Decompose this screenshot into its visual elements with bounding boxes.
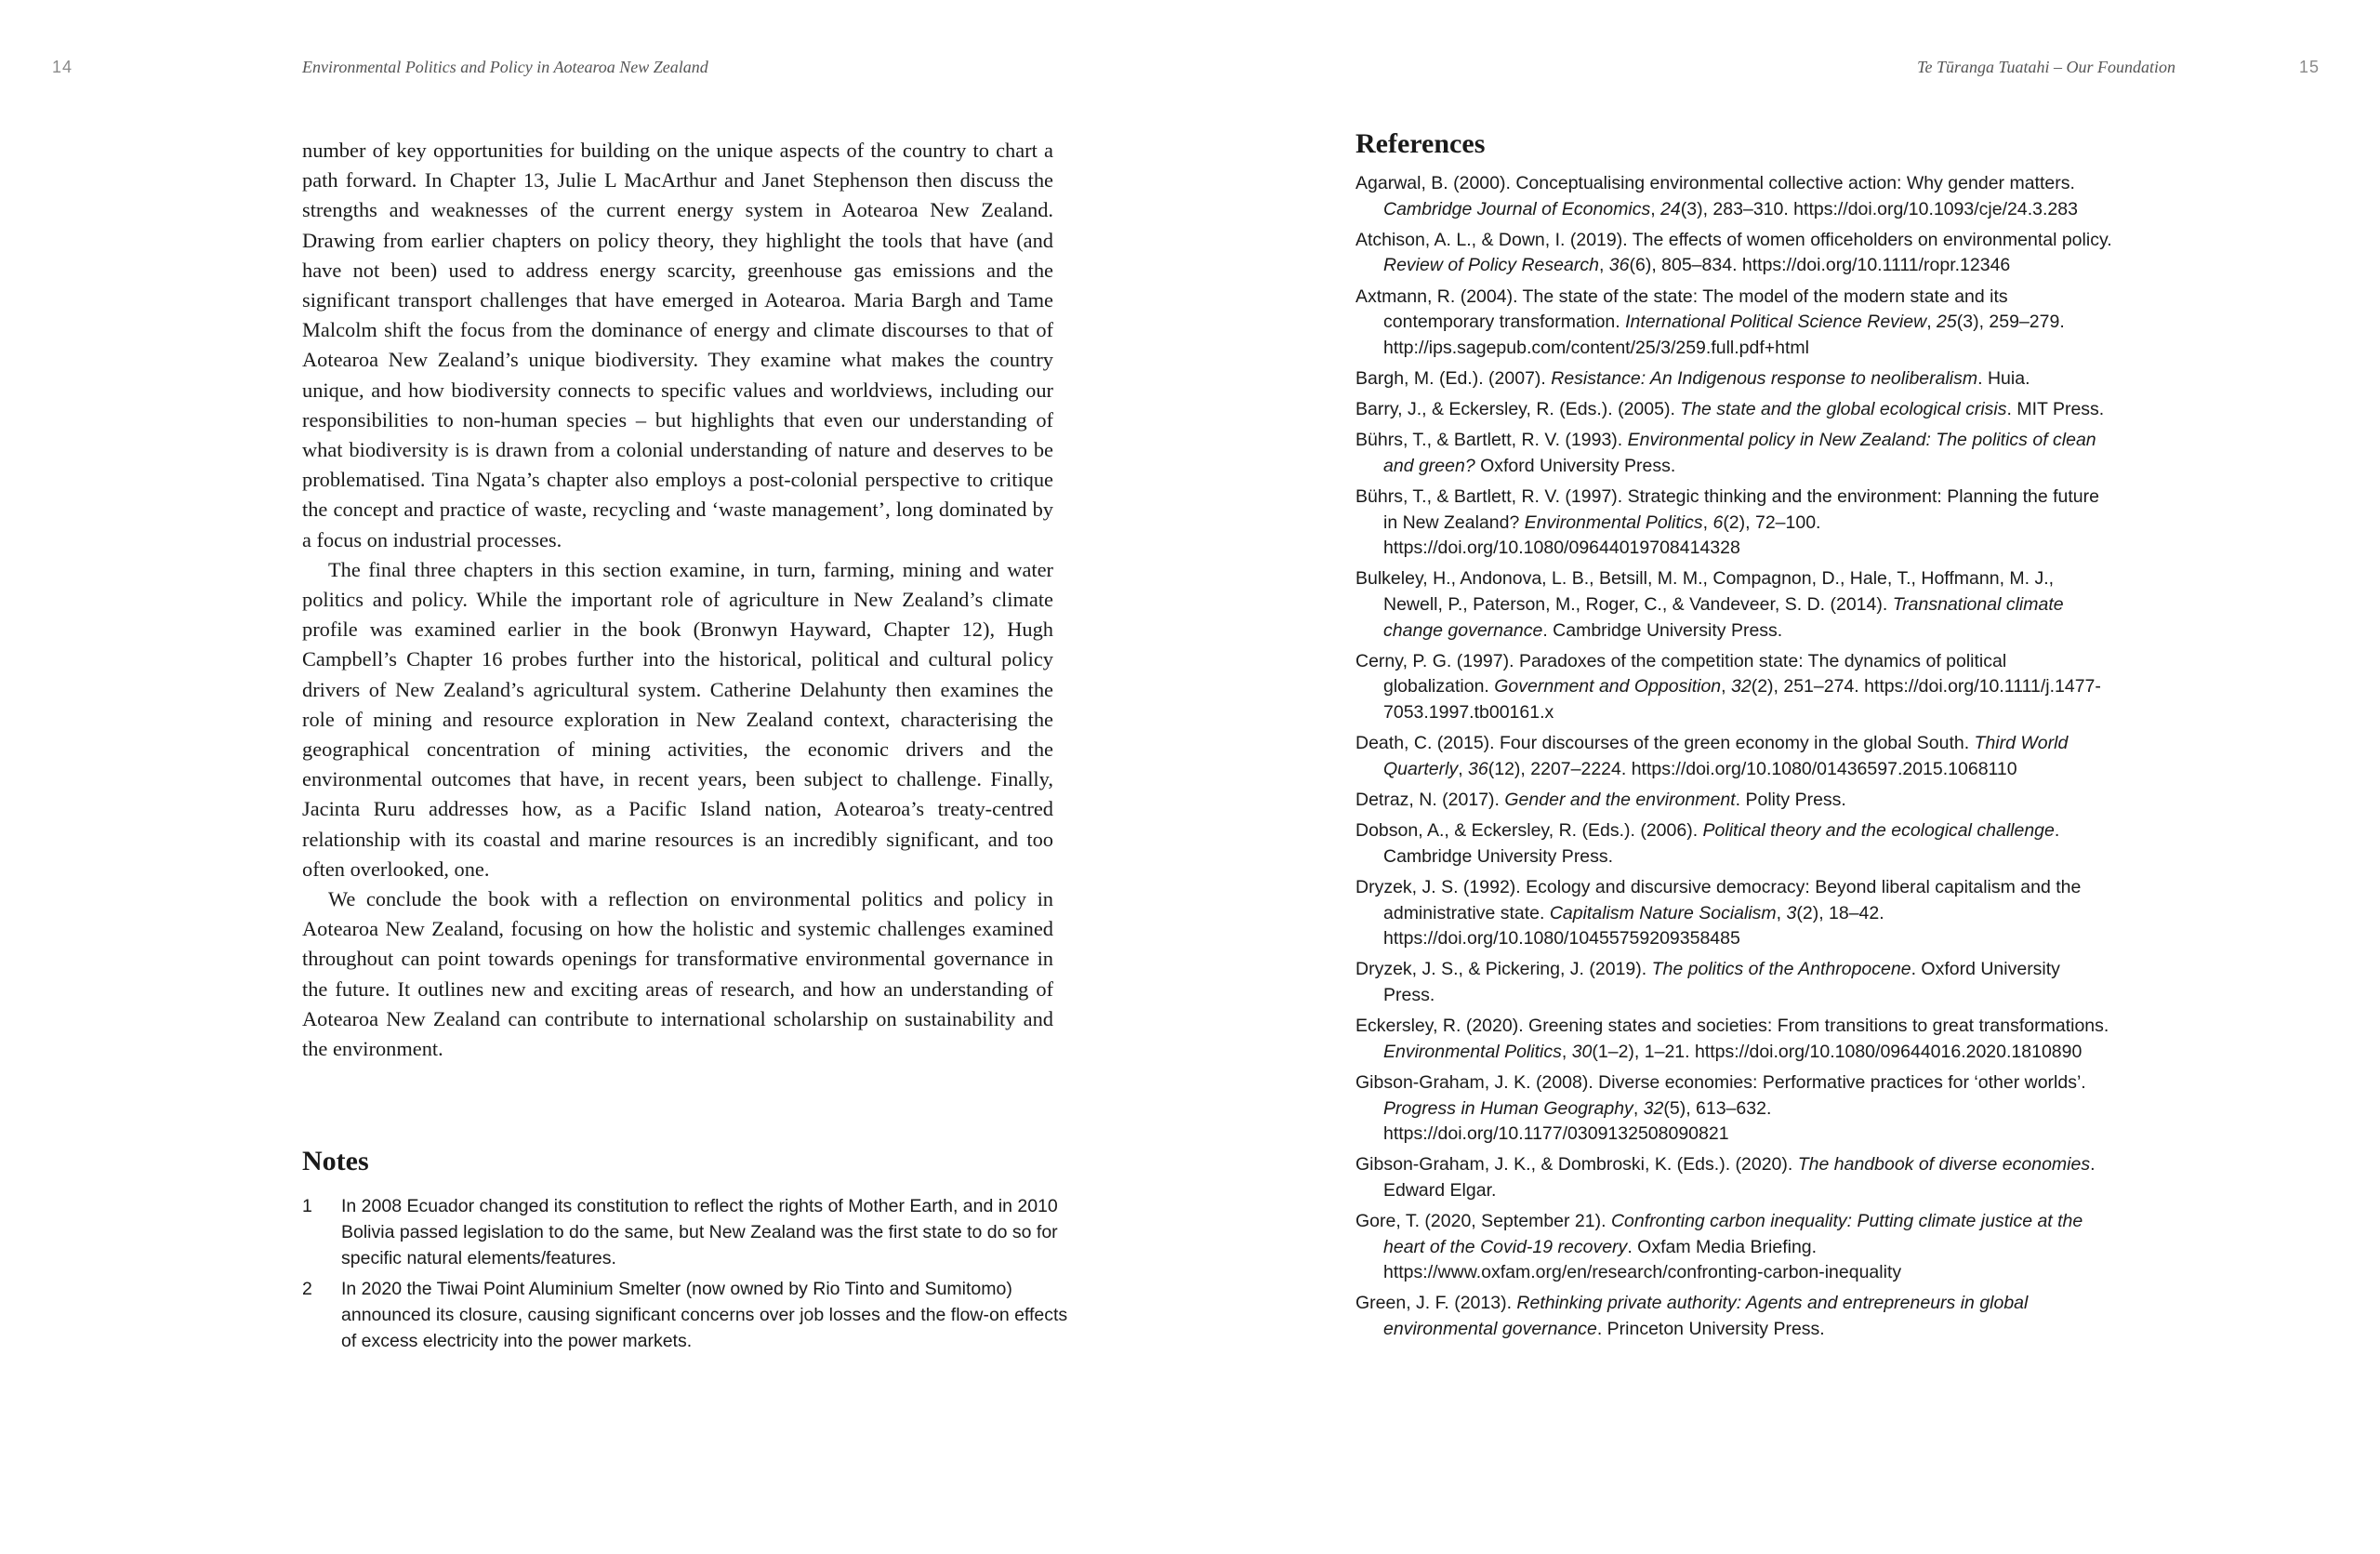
reference-text: Atchison, A. L., & Down, I. (2019). The effects of women officeholders on environmental policy. [1355,229,2112,250]
reference-entry [1355,875,2113,952]
reference-text: , [1776,902,1787,923]
reference-text: Gore, T. (2020, September 21). [1355,1211,1611,1232]
reference-text: (2), 72–100. https://doi.org/10.1080/09644019708414328 [1383,511,1821,559]
reference-italic-text: Third World Quarterly [1383,733,2069,779]
paragraph: We conclude the book with a reflection on environmental politics and policy in Aotearoa New Zealand, focusing on how the holistic and systemic challenges examined throughout can point towards openings for transformative environmental governance in the future. It outlines new and exciting areas of research, and how an understanding of Aotearoa New Zealand can contribute to international scholarship on sustainability and the environment. [302,887,1053,1061]
page-number-left: 14 [52,58,73,76]
reference-text: , [1598,255,1609,276]
paragraph: The final three chapters in this section examine, in turn, farming, mining and water politics and policy. While the important role of agriculture in New Zealand’s climate profile was examined earlier in the book (Bronwyn Hayward, Chapter 12), Hugh Campbell’s Chapter 16 probes further into the historical, political and cultural policy drivers of New Zealand’s agricultural system. Catherine Delahunty then examines the role of mining and resource exploration in New Zealand context, characterising the geographical concentration of mining activities, the economic drivers and the environmental outcomes that have, in recent years, been subject to challenge. Finally, Jacinta Ruru addresses how, as a Pacific Island nation, Aotearoa’s treaty-centred relationship with its coastal and marine resources is an incredibly significant, and too often overlooked, one. [302,557,1053,881]
reference-text: Eckersley, R. (2020). Greening states and societies: From transitions to great transformations. [1355,1016,2109,1037]
reference-entry [1355,1291,2113,1342]
reference-text: (2), 251–274. https://doi.org/10.1111/j.1477-7053.1997.tb00161.x [1383,676,2101,724]
reference-entry [1355,957,2113,1008]
reference-entry [1355,397,2113,423]
reference-italic-text: Environmental Politics [1383,1041,1562,1062]
reference-text: Bulkeley, H., Andonova, L. B., Betsill, M. M., Compagnon, D., Hale, T., Hoffmann, M. J., Newell, P., Paterson, M., Roger, C., & Vandeveer, S. D. (2014). [1355,568,2055,616]
reference-text: Agarwal, B. (2000). Conceptualising environmental collective action: Why gender matters. [1355,173,2075,193]
reference-italic-text: Political theory and the ecological challenge [1702,820,2055,842]
reference-italic-text: The handbook of diverse economies [1797,1154,2091,1175]
reference-text: Dobson, A., & Eckersley, R. (Eds.). (2006). [1355,820,1703,842]
reference-entry [1355,1209,2113,1286]
reference-text: . Oxford University Press. [1383,959,2060,1005]
reference-text: , [1650,198,1661,219]
reference-italic-text: Capitalism Nature Socialism [1549,902,1777,923]
references-heading: References [1355,128,1486,159]
reference-italic-text: Environmental Politics [1524,511,1703,533]
reference-entry [1355,285,2113,362]
reference-italic-text: Gender and the environment [1504,790,1736,810]
reference-text: Death, C. (2015). Four discourses of the green economy in the global South. [1355,733,1975,754]
reference-italic-text: Rethinking private authority: Agents and entrepreneurs in global environmental governance [1383,1293,2029,1340]
reference-text: Bührs, T., & Bartlett, R. V. (1997). Strategic thinking and the environment: Planning the future in New Zealand? [1355,486,2099,533]
reference-text: (3), 283–310. https://doi.org/10.1093/cje/24.3.283 [1680,198,2078,219]
note-item [302,1194,1074,1271]
reference-text: . Cambridge University Press. [1542,619,1783,641]
reference-entry [1355,788,2113,814]
reference-entry [1355,566,2113,644]
reference-entry [1355,485,2113,562]
running-head-left: Environmental Politics and Policy in Aotearoa New Zealand [302,58,708,76]
note-text: In 2020 the Tiwai Point Aluminium Smelter (now owned by Rio Tinto and Sumitomo) announced its closure, causing significant concerns over job losses and the flow-on effects of excess electricity into the power markets. [341,1279,1068,1351]
reference-italic-text: 25 [1937,312,1957,333]
page-number-right: 15 [2299,58,2320,76]
reference-entry [1355,366,2113,392]
reference-text: , [1561,1041,1572,1062]
reference-italic-text: 32 [1731,676,1752,697]
reference-text: Axtmann, R. (2004). The state of the state: The model of the modern state and its contemporary transformation. [1355,286,2008,333]
reference-text: Green, J. F. (2013). [1355,1293,1517,1314]
reference-italic-text: 32 [1643,1097,1664,1119]
reference-italic-text: Review of Policy Research [1383,255,1599,276]
reference-italic-text: The state and the global ecological crisis [1680,399,2007,420]
reference-text: (6), 805–834. https://doi.org/10.1111/ropr.12346 [1629,255,2011,276]
running-head-right: Te Tūranga Tuatahi – Our Foundation [1917,58,2175,76]
reference-text: . MIT Press. [2006,399,2105,420]
note-item [302,1277,1074,1354]
reference-italic-text: Government and Opposition [1494,676,1722,697]
reference-text: , [1702,511,1713,533]
reference-entry [1355,649,2113,726]
reference-italic-text: Environmental policy in New Zealand: The politics of clean and green? [1383,430,2096,476]
body-text [302,136,1053,1064]
reference-text: (3), 259–279. http://ips.sagepub.com/content/25/3/259.full.pdf+html [1383,312,2065,358]
note-text: In 2008 Ecuador changed its constitution to reflect the rights of Mother Earth, and in 2010 Bolivia passed legislation to do the same, but New Zealand was the first state to do so for specific natural elements/features. [341,1196,1058,1268]
reference-text: (1–2), 1–21. https://doi.org/10.1080/09644016.2020.1810890 [1592,1041,2082,1062]
reference-text: Dryzek, J. S. (1992). Ecology and discursive democracy: Beyond liberal capitalism and the administrative state. [1355,876,2082,923]
paragraph: number of key opportunities for building on the unique aspects of the country to chart a path forward. In Chapter 13, Julie L MacArthur and Janet Stephenson then discuss the strengths and weaknesses of the current energy system in Aotearoa New Zealand. Drawing from earlier chapters on policy theory, they highlight the tools that have (and have not been) used to address energy scarcity, greenhouse gas emissions and the significant transport challenges that have emerged in Aotearoa. Maria Bargh and Tame Malcolm shift the focus from the dominance of energy and climate discourses to that of Aotearoa New Zealand’s unique biodiversity. They examine what makes the country unique, and how biodiversity connects to specific values and worldviews, including our responsibilities to non-human species – but highlights that even our understanding of what biodiversity is is drawn from a colonial understanding of nature and deserves to be problematised. Tina Ngata’s chapter also employs a post-colonial perspective to critique the concept and practice of waste, recycling and ‘waste management’, long dominated by a focus on industrial processes. [302,139,1053,551]
reference-italic-text: 36 [1608,255,1630,276]
reference-italic-text: Transnational climate change governance [1383,594,2064,641]
reference-italic-text: 24 [1660,198,1681,219]
notes-list [302,1194,1074,1361]
reference-text: , [1633,1097,1644,1119]
reference-text: , [1721,676,1731,697]
reference-text: Bargh, M. (Ed.). (2007). [1355,367,1552,389]
reference-italic-text: 3 [1786,902,1797,923]
reference-text: . Princeton University Press. [1596,1319,1825,1340]
reference-text: . Edward Elgar. [1383,1154,2096,1201]
reference-text: Barry, J., & Eckersley, R. (Eds.). (2005). [1355,399,1681,420]
reference-text: , [1926,312,1937,333]
reference-text: Detraz, N. (2017). [1355,790,1505,810]
reference-text: Cerny, P. G. (1997). Paradoxes of the competition state: The dynamics of political globalization. [1355,650,2007,697]
reference-text: . Cambridge University Press. [1383,820,2060,867]
reference-text: , [1458,758,1469,779]
reference-text: Dryzek, J. S., & Pickering, J. (2019). [1355,959,1652,980]
reference-italic-text: Resistance: An Indigenous response to neoliberalism [1551,367,1978,389]
reference-text: Bührs, T., & Bartlett, R. V. (1993). [1355,430,1628,451]
reference-entry [1355,1152,2113,1203]
reference-text: (12), 2207–2224. https://doi.org/10.1080/01436597.2015.1068110 [1488,758,2017,779]
reference-text: Oxford University Press. [1474,455,1676,476]
reference-italic-text: Confronting carbon inequality: Putting climate justice at the heart of the Covid-19 recovery [1383,1211,2083,1257]
reference-italic-text: 30 [1571,1041,1593,1062]
reference-italic-text: 6 [1712,511,1724,533]
reference-italic-text: 36 [1468,758,1488,779]
reference-entry [1355,171,2113,222]
reference-italic-text: The politics of the Anthropocene [1651,959,1911,980]
reference-entry [1355,731,2113,782]
reference-entry [1355,1014,2113,1065]
reference-text: (5), 613–632. https://doi.org/10.1177/0309132508090821 [1383,1097,1772,1145]
reference-text: Gibson-Graham, J. K. (2008). Diverse economies: Performative practices for ‘other worlds’. [1355,1071,2086,1093]
reference-entry [1355,818,2113,870]
reference-entry [1355,228,2113,279]
reference-italic-text: International Political Science Review [1625,312,1927,333]
reference-entry [1355,428,2113,479]
notes-heading: Notes [302,1146,369,1176]
reference-italic-text: Progress in Human Geography [1383,1097,1633,1119]
reference-entry [1355,1070,2113,1148]
reference-text: Gibson-Graham, J. K., & Dombroski, K. (Eds.). (2020). [1355,1154,1798,1175]
references-list [1355,171,2113,1348]
reference-text: . Huia. [1977,367,2030,389]
reference-text: (2), 18–42. https://doi.org/10.1080/10455759209358485 [1383,902,1884,950]
reference-text: . Oxfam Media Briefing. https://www.oxfam.org/en/research/confronting-carbon-inequality [1383,1236,1902,1283]
note-number: 2 [302,1279,312,1300]
reference-text: . Polity Press. [1735,790,1846,810]
note-number: 1 [302,1196,312,1216]
reference-italic-text: Cambridge Journal of Economics [1383,198,1651,219]
